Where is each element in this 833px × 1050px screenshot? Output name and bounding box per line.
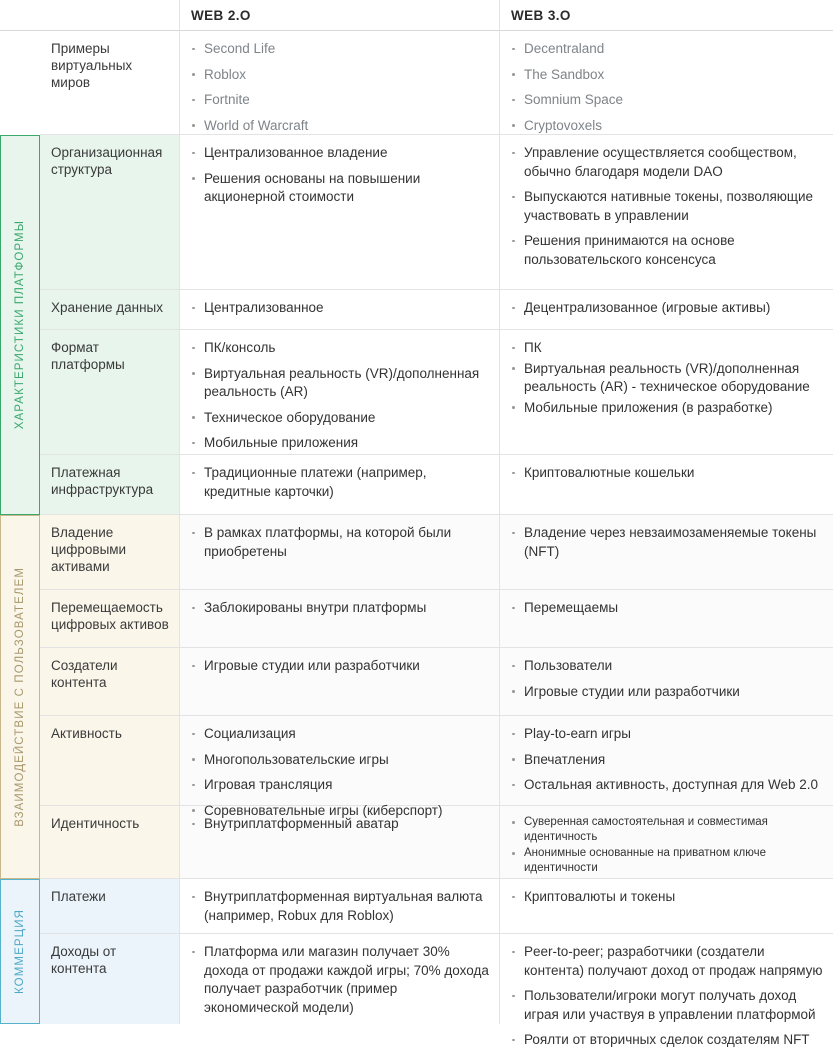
list-item: Peer-to-peer; разработчики (создатели контента) получают доход от продаж напрямую	[511, 943, 823, 980]
cell-web2-activity	[180, 716, 500, 818]
list-item: Решения принимаются на основе пользовательского консенсуса	[511, 232, 823, 269]
row-label-virtual-worlds: Примеры виртуальных миров	[40, 31, 180, 135]
list-item: Остальная активность, доступная для Web 2.0	[511, 776, 823, 795]
list-item: Решения основаны на повышении акционерной стоимости	[191, 170, 489, 207]
cell-web2-platform-format	[180, 330, 500, 455]
list-item: Roblox	[191, 66, 489, 85]
list-item: Виртуальная реальность (VR)/дополненная реальность (AR)	[191, 365, 489, 402]
column-header-web2: WEB 2.O	[180, 0, 500, 31]
cell-web3-virtual-worlds	[500, 31, 833, 135]
cell-web3-platform-format	[500, 330, 833, 455]
row-label-content-creators: Создатели контента	[40, 648, 180, 716]
list-item: Пользователи/игроки могут получать доход играя или участвуя в управлении платформой	[511, 987, 823, 1024]
cell-web2-virtual-worlds	[180, 31, 500, 135]
row-label-digital-asset-ownership: Владение цифровыми активами	[40, 515, 180, 590]
list-item: Выпускаются нативные токены, позволяющие участвовать в управлении	[511, 188, 823, 225]
row-label-org-structure: Организационная структура	[40, 135, 180, 290]
cell-web2-data-storage	[180, 290, 500, 330]
list-item: Мобильные приложения	[191, 434, 489, 453]
column-header-web3: WEB 3.O	[500, 0, 833, 31]
list-item: Игровая трансляция	[191, 776, 489, 795]
cell-web3-identity	[500, 806, 833, 879]
list-item: Somnium Space	[511, 91, 823, 110]
group-spine-commerce	[0, 879, 40, 1024]
list-item: Традиционные платежи (например, кредитные карточки)	[191, 464, 489, 501]
group-spine-none	[0, 31, 40, 135]
list-item: Управление осуществляется сообществом, обычно благодаря модели DAO	[511, 144, 823, 181]
list-item: Внутриплатформенный аватар	[191, 815, 489, 834]
row-label-payments: Платежи	[40, 879, 180, 934]
list-item: Централизованное владение	[191, 144, 489, 163]
list-item: World of Warcraft	[191, 117, 489, 136]
cell-web2-identity	[180, 806, 500, 879]
list-item: В рамках платформы, на которой были приобретены	[191, 524, 489, 561]
cell-web2-content-revenue	[180, 934, 500, 1024]
list-item: Игровые студии или разработчики	[191, 657, 489, 676]
list-item: Соревновательные игры (киберспорт)	[191, 802, 489, 821]
row-label-identity: Идентичность	[40, 806, 180, 879]
cell-web3-content-revenue	[500, 934, 833, 1047]
cell-web2-asset-portability	[180, 590, 500, 648]
list-item: ПК	[511, 339, 823, 358]
list-item: Криптовалюты и токены	[511, 888, 823, 907]
list-item: Платформа или магазин получает 30% дохода от продажи каждой игры; 70% дохода получает разработчик (пример экономической модели)	[191, 943, 489, 1017]
cell-web2-content-creators	[180, 648, 500, 716]
list-item: Cryptovoxels	[511, 117, 823, 136]
list-item: ПК/консоль	[191, 339, 489, 358]
list-item: Децентрализованное (игровые активы)	[511, 299, 823, 318]
group-spine-commerce-label: КОММЕРЦИЯ	[14, 909, 26, 994]
cell-web3-digital-asset-ownership	[500, 515, 833, 590]
group-spine-user-interaction	[0, 515, 40, 879]
group-spine-platform-label: ХАРАКТЕРИСТИКИ ПЛАТФОРМЫ	[14, 220, 26, 430]
list-item: Суверенная самостоятельная и совместимая идентичность	[511, 815, 823, 844]
cell-web2-org-structure	[180, 135, 500, 290]
cell-web2-digital-asset-ownership	[180, 515, 500, 590]
cell-web3-data-storage	[500, 290, 833, 330]
list-item: Игровые студии или разработчики	[511, 683, 823, 702]
row-label-content-revenue: Доходы от контента	[40, 934, 180, 1024]
row-label-data-storage: Хранение данных	[40, 290, 180, 330]
cell-web3-payments	[500, 879, 833, 934]
list-item: Fortnite	[191, 91, 489, 110]
list-item: Пользователи	[511, 657, 823, 676]
list-item: Виртуальная реальность (VR)/дополненная реальность (AR) - техническое оборудование	[511, 360, 823, 397]
cell-web3-content-creators	[500, 648, 833, 716]
row-label-asset-portability: Перемещаемость цифровых активов	[40, 590, 180, 648]
header-row-label-blank	[40, 0, 180, 31]
cell-web3-activity	[500, 716, 833, 806]
cell-web2-payment-infra	[180, 455, 500, 515]
list-item: Second Life	[191, 40, 489, 59]
group-spine-platform	[0, 135, 40, 515]
cell-web3-asset-portability	[500, 590, 833, 648]
list-item: Владение через невзаимозаменяемые токены (NFT)	[511, 524, 823, 561]
list-item: Многопользовательские игры	[191, 751, 489, 770]
list-item: Заблокированы внутри платформы	[191, 599, 489, 618]
row-label-payment-infra: Платежная инфраструктура	[40, 455, 180, 515]
list-item: Перемещаемы	[511, 599, 823, 618]
list-item: The Sandbox	[511, 66, 823, 85]
list-item: Социализация	[191, 725, 489, 744]
row-label-activity: Активность	[40, 716, 180, 806]
list-item: Централизованное	[191, 299, 489, 318]
cell-web3-payment-infra	[500, 455, 833, 515]
list-item: Play-to-earn игры	[511, 725, 823, 744]
list-item: Мобильные приложения (в разработке)	[511, 399, 823, 418]
row-label-platform-format: Формат платформы	[40, 330, 180, 455]
list-item: Впечатления	[511, 751, 823, 770]
cell-web3-org-structure	[500, 135, 833, 290]
list-item: Анонимные основанные на приватном ключе идентичности	[511, 846, 823, 875]
header-spine-blank	[0, 0, 40, 31]
list-item: Decentraland	[511, 40, 823, 59]
list-item: Роялти от вторичных сделок создателям NFT	[511, 1031, 823, 1050]
cell-web2-payments	[180, 879, 500, 934]
list-item: Техническое оборудование	[191, 409, 489, 428]
list-item: Криптовалютные кошельки	[511, 464, 823, 483]
group-spine-user-interaction-label: ВЗАИМОДЕЙСТВИЕ С ПОЛЬЗОВАТЕЛЕМ	[14, 567, 26, 827]
list-item: Внутриплатформенная виртуальная валюта (например, Robux для Roblox)	[191, 888, 489, 925]
